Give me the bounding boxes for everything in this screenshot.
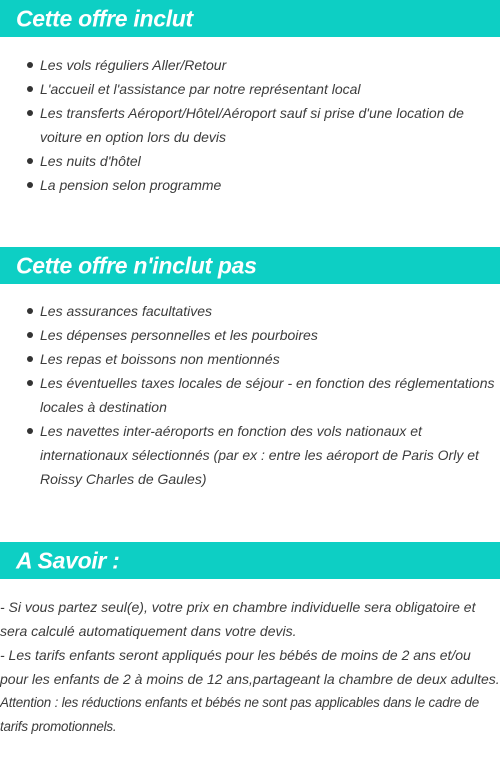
includes-header xyxy=(0,0,500,37)
list-item: L'accueil et l'assistance par notre représentant local xyxy=(40,77,500,101)
includes-title: Cette offre inclut xyxy=(16,5,193,31)
list-item: Les navettes inter-aéroports en fonction des vols nationaux et internationaux sélectionnés (par ex : entre les aéroport de Paris Orly et Roissy Charles de Gaules) xyxy=(40,419,500,491)
list-item: Les assurances facultatives xyxy=(40,299,500,323)
list-item: Les dépenses personnelles et les pourboires xyxy=(40,323,500,347)
list-item: Les nuits d'hôtel xyxy=(40,149,500,173)
list-item: Les éventuelles taxes locales de séjour - en fonction des réglementations locales à destination xyxy=(40,371,500,419)
savoir-header xyxy=(0,542,500,579)
excludes-list xyxy=(0,299,500,491)
excludes-title: Cette offre n'inclut pas xyxy=(16,252,257,278)
savoir-text xyxy=(0,595,500,739)
savoir-title: A Savoir : xyxy=(16,547,120,573)
list-item: Les transferts Aéroport/Hôtel/Aéroport sauf si prise d'une location de voiture en option lors du devis xyxy=(40,101,500,149)
excludes-header xyxy=(0,247,500,284)
includes-list xyxy=(0,53,500,197)
list-item: Les repas et boissons non mentionnés xyxy=(40,347,500,371)
savoir-paragraph: - Les tarifs enfants seront appliqués pour les bébés de moins de 2 ans et/ou pour les enfants de 2 à moins de 12 ans,partageant la chambre de deux adultes. xyxy=(0,647,500,687)
savoir-paragraph: - Si vous partez seul(e), votre prix en chambre individuelle sera obligatoire et sera calculé automatiquement dans votre devis. xyxy=(0,599,476,639)
savoir-paragraph: Attention : les réductions enfants et bébés ne sont pas applicables dans le cadre de tarifs promotionnels. xyxy=(0,695,479,734)
list-item: Les vols réguliers Aller/Retour xyxy=(40,53,500,77)
list-item: La pension selon programme xyxy=(40,173,500,197)
